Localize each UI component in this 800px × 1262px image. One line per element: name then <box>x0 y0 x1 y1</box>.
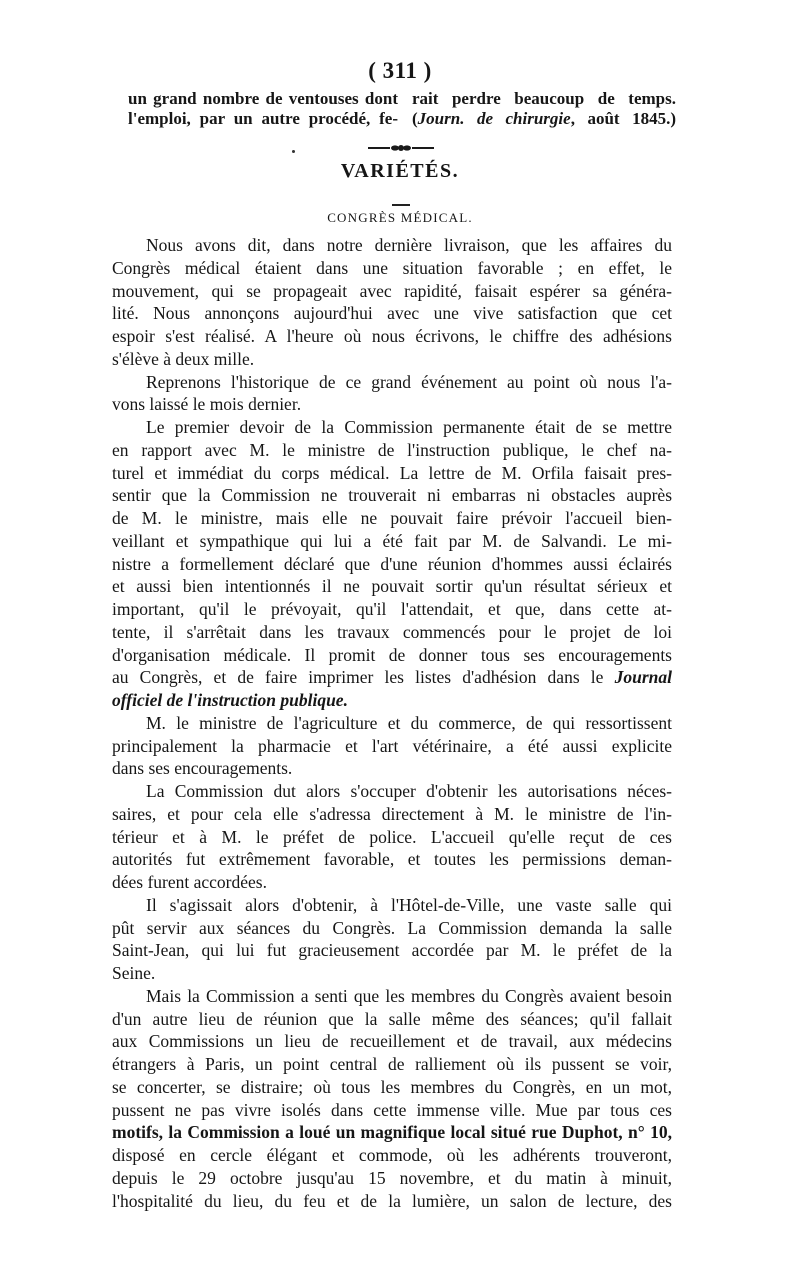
body-line: Reprenons l'historique de ce grand événement au point où nous l'a- <box>146 371 672 392</box>
body-line: pussent ne pas vivre isolés dans cette immense ville. Mue par tous ces <box>112 1099 672 1120</box>
right-column-line: rait perdre beaucoup de temps. <box>412 89 676 108</box>
journal-title-end: officiel de l'instruction publique. <box>112 690 348 710</box>
title-rule <box>392 204 410 206</box>
body-line: se concerter, se distraire; où tous les membres du Congrès, en un mot, <box>112 1076 672 1097</box>
left-column <box>128 89 398 129</box>
body-line: tente, il s'arrêtait dans les travaux commencés pour le projet de loi <box>112 621 672 642</box>
body-line: sentir que la Commission ne trouverait ni embarras ni obstacles auprès <box>112 485 672 506</box>
journal-title-continued <box>112 689 672 712</box>
body-line: mouvement, qui se propageait avec rapidité, faisait espérer sa généra- <box>112 280 672 301</box>
body-line: dées furent accordées. <box>112 872 267 892</box>
left-column-line: l'emploi, par un autre procédé, fe- <box>128 109 398 128</box>
right-column <box>412 89 676 129</box>
body-line: Congrès médical étaient dans une situation favorable ; en effet, le <box>112 257 672 278</box>
body-line: veillant et sympathique qui lui a été fait par M. de Salvandi. Le mi- <box>112 530 672 551</box>
body-line: autorités fut extrêmement favorable, et toutes les permissions deman- <box>112 849 672 870</box>
body-line: M. le ministre de l'agriculture et du commerce, de qui ressortissent <box>146 712 672 733</box>
body-line: l'hospitalité du lieu, du feu et de la lumière, un salon de lecture, des <box>112 1190 672 1211</box>
left-column-line: un grand nombre de ventouses dont <box>128 89 398 108</box>
citation-journal-title: Journ. de chirurgie <box>417 109 571 128</box>
body-line: motifs, la Commission a loué un magnifique local situé rue Duphot, n° 10, <box>112 1122 672 1143</box>
body-line: lité. Nous annonçons aujourd'hui avec une vive satisfaction que cet <box>112 303 672 324</box>
body-line: nistre a formellement déclaré que d'une réunion d'hommes aussi éclairés <box>112 553 672 574</box>
body-line: Le premier devoir de la Commission permanente était de se mettre <box>146 417 672 437</box>
body-line: et aussi bien intentionnés il ne pouvait sortir qu'un résultat sérieux et <box>112 576 672 597</box>
body-line: Saint-Jean, qui lui fut gracieusement accordée par M. le préfet de la <box>112 940 672 961</box>
body-line-with-journal <box>112 666 672 689</box>
ink-speck <box>292 150 295 153</box>
body-line: vons laissé le mois dernier. <box>112 394 302 415</box>
article-body <box>112 234 672 1212</box>
body-line: Seine. <box>112 963 156 983</box>
body-line: Il s'agissait alors d'obtenir, à l'Hôtel-de-Ville, une vaste salle qui <box>146 894 672 915</box>
body-line: de M. le ministre, mais elle ne pouvait faire prévoir l'accueil bien- <box>112 508 672 528</box>
body-line: étrangers à Paris, un point central de ralliement où ils pussent se voir, <box>112 1054 672 1074</box>
subsection-title: CONGRÈS MÉDICAL. <box>327 210 473 225</box>
body-line: pût servir aux séances du Congrès. La Commission demanda la salle <box>112 917 672 938</box>
body-line: d'un autre lieu de réunion que la salle même des séances; qu'il fallait <box>112 1008 672 1029</box>
section-title: VARIÉTÉS. <box>340 160 460 182</box>
body-line: disposé en cercle élégant et commode, où les adhérents trouveront, <box>112 1145 672 1165</box>
body-line: aux Commissions un lieu de recueillement et de travail, aux médecins <box>112 1031 672 1052</box>
journal-title-start: Journal <box>614 667 672 688</box>
body-line: s'élève à deux mille. <box>112 348 255 369</box>
page-number: ( 311 ) <box>368 58 432 83</box>
body-line: d'organisation médicale. Il promit de donner tous ses encouragements <box>112 644 672 665</box>
citation-suffix: , août 1845.) <box>570 109 676 128</box>
body-line: turel et immédiat du corps médical. La lettre de M. Orfila faisait pres- <box>112 462 672 483</box>
body-line: espoir s'est réalisé. A l'heure où nous écrivons, le chiffre des adhésions <box>112 326 672 346</box>
body-line: saires, et pour cela elle s'adressa directement à M. le ministre de l'in- <box>112 803 672 824</box>
body-line: Mais la Commission a senti que les membres du Congrès avaient besoin <box>146 985 672 1006</box>
body-line: La Commission dut alors s'occuper d'obtenir les autorisations néces- <box>146 781 672 801</box>
body-line: Nous avons dit, dans notre dernière livraison, que les affaires du <box>146 235 672 255</box>
body-line: dans ses encouragements. <box>112 758 293 779</box>
body-line: en rapport avec M. le ministre de l'instruction publique, le chef na- <box>112 439 672 460</box>
ornament-divider <box>368 144 434 152</box>
body-line: térieur et à M. le préfet de police. L'accueil qu'elle reçut de ces <box>112 826 672 847</box>
body-line: important, qu'il le prévoyait, qu'il l'attendait, et que, dans cette at- <box>112 599 672 619</box>
body-line-text: au Congrès, et de faire imprimer les listes d'adhésion dans le <box>112 667 604 688</box>
source-citation <box>412 109 676 129</box>
body-line: depuis le 29 octobre jusqu'au 15 novembre, et du matin à minuit, <box>112 1167 672 1188</box>
citation-prefix: ( <box>412 109 418 128</box>
body-line: principalement la pharmacie et l'art vétérinaire, a été aussi explicite <box>112 735 672 756</box>
